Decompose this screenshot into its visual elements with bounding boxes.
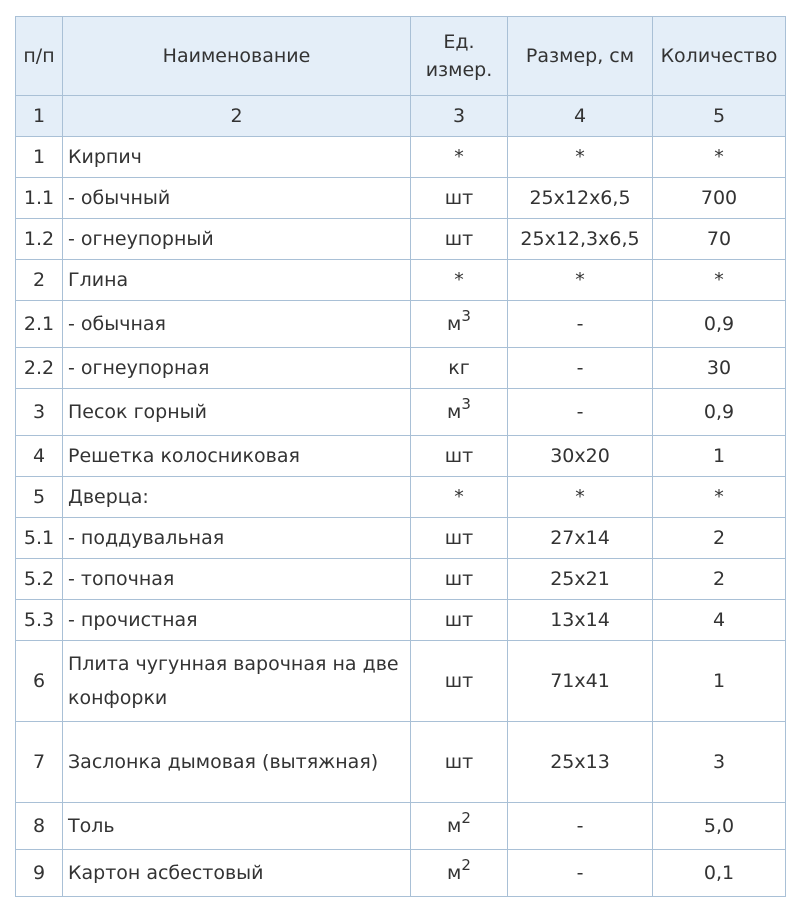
row-name: Дверца: [63, 477, 411, 518]
row-size: - [508, 301, 653, 348]
table-row [16, 137, 786, 178]
row-name: Картон асбестовый [63, 850, 411, 897]
unit-text: шт [444, 527, 474, 549]
row-name: - огнеупорная [63, 348, 411, 389]
row-qty: 0,9 [653, 389, 786, 436]
row-unit [411, 137, 508, 178]
unit-text: шт [444, 228, 474, 250]
unit-text: * [454, 486, 464, 508]
row-qty: * [653, 477, 786, 518]
column-number: 5 [653, 96, 786, 137]
table-row [16, 436, 786, 477]
row-number: 2.2 [16, 348, 63, 389]
row-unit [411, 260, 508, 301]
row-number: 1.2 [16, 219, 63, 260]
row-name: - топочная [63, 559, 411, 600]
header-name: Наименование [63, 17, 411, 96]
header-num: п/п [16, 17, 63, 96]
row-unit [411, 722, 508, 803]
row-size: 71х41 [508, 641, 653, 722]
row-unit [411, 178, 508, 219]
unit-exponent: 2 [461, 809, 471, 827]
row-size: 25х12х6,5 [508, 178, 653, 219]
row-number: 2.1 [16, 301, 63, 348]
row-unit [411, 436, 508, 477]
row-qty: 2 [653, 518, 786, 559]
row-name: - огнеупорный [63, 219, 411, 260]
row-qty: 3 [653, 722, 786, 803]
row-unit [411, 559, 508, 600]
row-unit [411, 850, 508, 897]
row-qty: 4 [653, 600, 786, 641]
unit-exponent: 3 [461, 307, 471, 325]
table-row [16, 803, 786, 850]
row-qty: * [653, 260, 786, 301]
row-size: * [508, 137, 653, 178]
unit-text: шт [444, 445, 474, 467]
table-row [16, 600, 786, 641]
unit-text: м [447, 313, 462, 335]
row-name: - обычная [63, 301, 411, 348]
table-row [16, 559, 786, 600]
table-row [16, 641, 786, 722]
row-size: 25х13 [508, 722, 653, 803]
column-number-row [16, 96, 786, 137]
row-number: 8 [16, 803, 63, 850]
row-number: 5.2 [16, 559, 63, 600]
row-qty: * [653, 137, 786, 178]
row-unit [411, 348, 508, 389]
unit-text: * [454, 269, 464, 291]
table-row [16, 301, 786, 348]
row-qty: 70 [653, 219, 786, 260]
row-size: 25х21 [508, 559, 653, 600]
table-row [16, 518, 786, 559]
row-unit [411, 518, 508, 559]
unit-exponent: 2 [461, 856, 471, 874]
column-number: 1 [16, 96, 63, 137]
row-unit [411, 301, 508, 348]
row-number: 6 [16, 641, 63, 722]
row-unit [411, 641, 508, 722]
unit-text: шт [444, 187, 474, 209]
unit-text: м [447, 401, 462, 423]
unit-exponent: 3 [461, 395, 471, 413]
unit-text: шт [444, 568, 474, 590]
row-size: 13х14 [508, 600, 653, 641]
row-size: 30х20 [508, 436, 653, 477]
row-name: - поддувальная [63, 518, 411, 559]
row-size: 25х12,3х6,5 [508, 219, 653, 260]
unit-text: кг [448, 357, 470, 379]
row-name: - прочистная [63, 600, 411, 641]
row-name: - обычный [63, 178, 411, 219]
row-size: - [508, 389, 653, 436]
header-unit: Ед. измер. [411, 17, 508, 96]
row-number: 7 [16, 722, 63, 803]
unit-text: м [447, 862, 462, 884]
table-row [16, 178, 786, 219]
row-number: 1 [16, 137, 63, 178]
row-number: 5.1 [16, 518, 63, 559]
row-unit [411, 803, 508, 850]
row-unit [411, 389, 508, 436]
row-size: - [508, 348, 653, 389]
row-size: 27х14 [508, 518, 653, 559]
row-size: * [508, 260, 653, 301]
row-number: 3 [16, 389, 63, 436]
table-row [16, 260, 786, 301]
table-row [16, 850, 786, 897]
table-row [16, 477, 786, 518]
row-name: Кирпич [63, 137, 411, 178]
table-row [16, 348, 786, 389]
header-qty: Количество [653, 17, 786, 96]
row-unit [411, 477, 508, 518]
row-name: Глина [63, 260, 411, 301]
row-number: 4 [16, 436, 63, 477]
unit-text: шт [444, 609, 474, 631]
unit-text: шт [444, 670, 474, 692]
row-size: - [508, 803, 653, 850]
table-row [16, 389, 786, 436]
row-size: - [508, 850, 653, 897]
row-qty: 0,9 [653, 301, 786, 348]
row-number: 2 [16, 260, 63, 301]
table-row [16, 722, 786, 803]
row-name: Решетка колосниковая [63, 436, 411, 477]
row-number: 5 [16, 477, 63, 518]
header-size: Размер, см [508, 17, 653, 96]
row-name: Плита чугунная варочная на две конфорки [63, 641, 411, 722]
row-qty: 30 [653, 348, 786, 389]
row-name: Заслонка дымовая (вытяжная) [63, 722, 411, 803]
row-number: 5.3 [16, 600, 63, 641]
column-number: 3 [411, 96, 508, 137]
row-qty: 700 [653, 178, 786, 219]
row-qty: 5,0 [653, 803, 786, 850]
unit-text: м [447, 815, 462, 837]
row-unit [411, 219, 508, 260]
row-qty: 1 [653, 436, 786, 477]
unit-text: * [454, 146, 464, 168]
row-qty: 2 [653, 559, 786, 600]
column-number: 4 [508, 96, 653, 137]
row-unit [411, 600, 508, 641]
row-size: * [508, 477, 653, 518]
column-number: 2 [63, 96, 411, 137]
row-qty: 0,1 [653, 850, 786, 897]
materials-table [15, 16, 786, 897]
table-row [16, 219, 786, 260]
unit-text: шт [444, 751, 474, 773]
row-number: 9 [16, 850, 63, 897]
row-number: 1.1 [16, 178, 63, 219]
row-qty: 1 [653, 641, 786, 722]
row-name: Толь [63, 803, 411, 850]
header-row [16, 17, 786, 96]
row-name: Песок горный [63, 389, 411, 436]
